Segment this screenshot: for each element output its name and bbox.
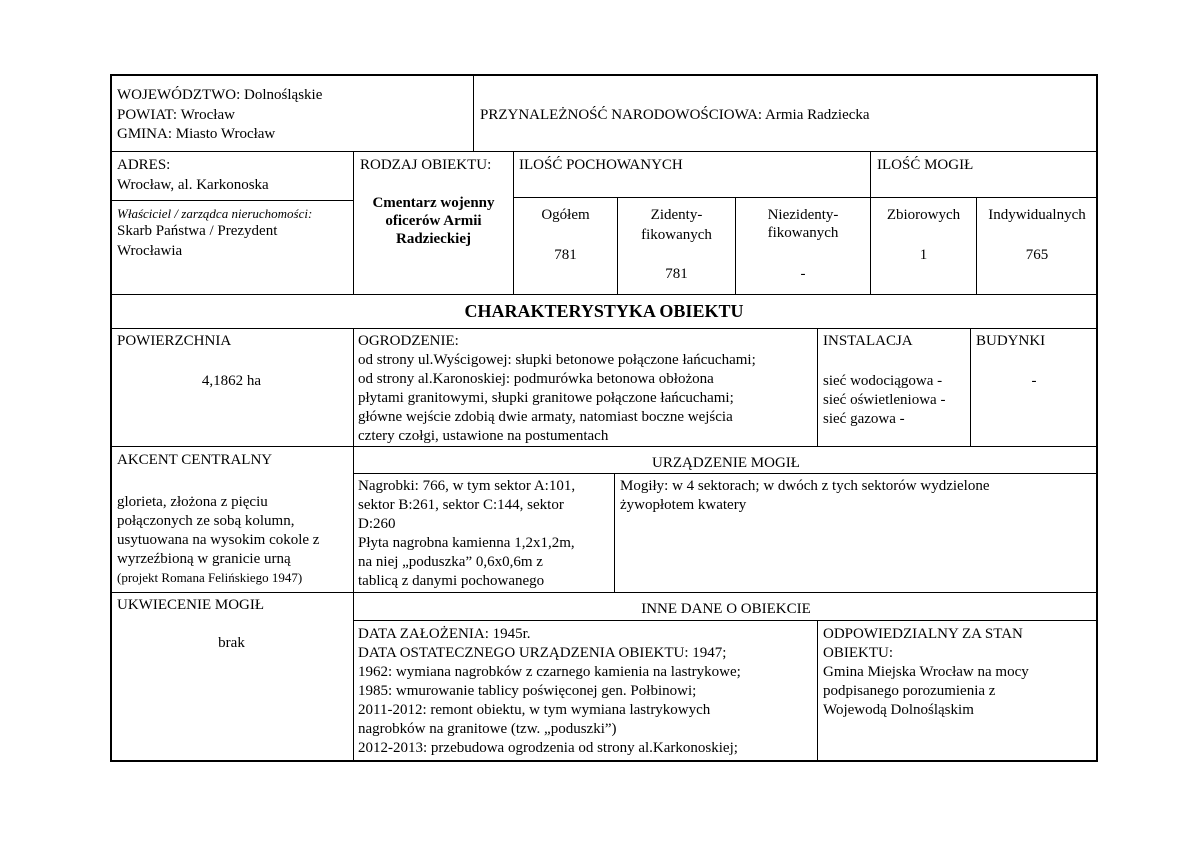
owner-label: Właściciel / zarządca nieruchomości: <box>117 206 313 221</box>
powiat-label: POWIAT: <box>117 107 178 123</box>
instalacja-line: sieć gazowa - <box>823 411 905 427</box>
akcent-label: AKCENT CENTRALNY <box>117 452 273 468</box>
akcent-line: wyrzeźbioną w granicie urną <box>117 551 291 567</box>
zbiorowych-header: Zbiorowych <box>886 207 961 223</box>
inne-dane-line: DATA OSTATECZNEGO URZĄDZENIA OBIEKTU: 1947; <box>358 645 727 661</box>
nagrobki-line: sektor B:261, sektor C:144, sektor <box>358 497 564 513</box>
divider <box>110 151 1098 152</box>
budynki-label: BUDYNKI <box>976 333 1046 349</box>
ilosc-pochowanych-label: ILOŚĆ POCHOWANYCH <box>519 157 683 173</box>
inne-dane-line: 1962: wymiana nagrobków z czarnego kamienia na lastrykowe; <box>358 664 741 680</box>
charakterystyka-title: CHARAKTERYSTYKA OBIEKTU <box>464 301 744 321</box>
powiat-line <box>117 106 235 124</box>
owner-line-2: Wrocławia <box>117 243 183 259</box>
divider <box>817 620 818 762</box>
budynki-value: - <box>1031 373 1037 389</box>
odpowiedzialny-line: ODPOWIEDZIALNY ZA STAN <box>823 626 1023 642</box>
divider <box>353 620 1098 621</box>
rodzaj-line: Radzieckiej <box>396 231 471 247</box>
mogily-line: żywopłotem kwatery <box>620 497 747 513</box>
nagrobki-line: D:260 <box>358 516 396 532</box>
powierzchnia-value: 4,1862 ha <box>201 373 262 389</box>
powierzchnia-label: POWIERZCHNIA <box>117 333 232 349</box>
divider <box>110 592 1098 593</box>
divider <box>513 197 1098 198</box>
niezidentyfikowanych-header-line: fikowanych <box>767 225 839 241</box>
instalacja-line: sieć oświetleniowa - <box>823 392 946 408</box>
adres-value: Wrocław, al. Karkonoska <box>117 177 269 193</box>
ogrodzenie-line: od strony ul.Wyścigowej: słupki betonowe połączone łańcuchami; <box>358 352 756 368</box>
przynaleznosc-value: Armia Radziecka <box>765 107 870 123</box>
ogrodzenie-line: cztery czołgi, ustawione na postumentach <box>358 428 609 444</box>
inne-dane-title: INNE DANE O OBIEKCIE <box>641 601 811 617</box>
ukwiecenie-value: brak <box>218 635 245 651</box>
nagrobki-line: Nagrobki: 766, w tym sektor A:101, <box>358 478 576 494</box>
rodzaj-line: oficerów Armii <box>385 213 482 229</box>
indywidualnych-value: 765 <box>1025 247 1049 263</box>
niezidentyfikowanych-header <box>736 206 870 242</box>
gmina-value: Miasto Wrocław <box>175 126 276 142</box>
urzadzenie-title: URZĄDZENIE MOGIŁ <box>652 455 800 471</box>
inne-dane-line: DATA ZAŁOŻENIA: 1945r. <box>358 626 531 642</box>
odpowiedzialny-line: OBIEKTU: <box>823 645 893 661</box>
powiat-value: Wrocław <box>180 107 235 123</box>
inne-dane-line: 1985: wmurowanie tablicy poświęconej gen. Połbinowi; <box>358 683 697 699</box>
divider <box>110 294 1098 295</box>
wojewodztwo-line <box>117 86 322 104</box>
divider <box>353 473 1098 474</box>
zidentyfikowanych-header <box>618 206 735 244</box>
inne-dane-line: 2012-2013: przebudowa ogrodzenia od strony al.Karkonoskiej; <box>358 740 738 756</box>
owner-line-1: Skarb Państwa / Prezydent <box>117 223 278 239</box>
niezidentyfikowanych-header-line: Niezidenty- <box>767 207 839 223</box>
nagrobki-line: Płyta nagrobna kamienna 1,2x1,2m, <box>358 535 575 551</box>
wojewodztwo-label: WOJEWÓDZTWO: <box>117 87 241 103</box>
adres-label: ADRES: <box>117 157 171 173</box>
ogrodzenie-label: OGRODZENIE: <box>358 333 459 349</box>
instalacja-line: sieć wodociągowa - <box>823 373 943 389</box>
nagrobki-line: tablicą z danymi pochowanego <box>358 573 545 589</box>
odpowiedzialny-line: Gmina Miejska Wrocław na mocy <box>823 664 1029 680</box>
divider <box>353 328 354 762</box>
zidentyfikowanych-header-line: fikowanych <box>641 227 712 243</box>
ogolem-value: 781 <box>554 247 577 263</box>
przynaleznosc-label: PRZYNALEŻNOŚĆ NARODOWOŚCIOWA: <box>480 107 763 123</box>
divider <box>110 446 1098 447</box>
niezidentyfikowanych-value: - <box>800 266 806 282</box>
ogrodzenie-line: główne wejście zdobią dwie armaty, natomiast boczne wejścia <box>358 409 733 425</box>
wojewodztwo-value: Dolnośląskie <box>244 87 323 103</box>
zidentyfikowanych-value: 781 <box>665 266 688 282</box>
nagrobki-line: na niej „poduszka” 0,6x0,6m z <box>358 554 543 570</box>
odpowiedzialny-line: podpisanego porozumienia z <box>823 683 996 699</box>
zidentyfikowanych-header-line: Zidenty- <box>650 207 703 223</box>
akcent-line: glorieta, złożona z pięciu <box>117 494 268 510</box>
divider <box>473 74 474 152</box>
divider <box>110 200 354 201</box>
mogily-line: Mogiły: w 4 sektorach; w dwóch z tych sektorów wydzielone <box>620 478 990 494</box>
ilosc-mogil-label: ILOŚĆ MOGIŁ <box>877 157 974 173</box>
ogolem-header: Ogółem <box>541 207 590 223</box>
przynaleznosc-line <box>480 106 870 124</box>
nagrobki-block <box>358 477 610 590</box>
inne-dane-line: 2011-2012: remont obiektu, w tym wymiana lastrykowych <box>358 702 711 718</box>
divider <box>817 328 818 447</box>
divider <box>110 328 1098 329</box>
rodzaj-label: RODZAJ OBIEKTU: <box>360 157 492 173</box>
odpowiedzialny-line: Wojewodą Dolnośląskim <box>823 702 974 718</box>
ukwiecenie-label: UKWIECENIE MOGIŁ <box>117 597 265 613</box>
akcent-note: (projekt Romana Felińskiego 1947) <box>117 570 303 585</box>
rodzaj-line: Cmentarz wojenny <box>372 195 495 211</box>
inne-dane-line: nagrobków na granitowe (tzw. „poduszki”) <box>358 721 617 737</box>
zbiorowych-value: 1 <box>919 247 928 263</box>
gmina-label: GMINA: <box>117 126 172 142</box>
akcent-line: usytuowana na wysokim cokole z <box>117 532 320 548</box>
ogrodzenie-line: płytami granitowymi, słupki granitowe połączone łańcuchami; <box>358 390 734 406</box>
rodzaj-value <box>354 194 513 248</box>
indywidualnych-header: Indywidualnych <box>988 207 1086 223</box>
instalacja-label: INSTALACJA <box>823 333 913 349</box>
gmina-line <box>117 125 275 143</box>
divider <box>614 473 615 593</box>
ogrodzenie-line: od strony al.Karonoskiej: podmurówka betonowa obłożona <box>358 371 714 387</box>
akcent-line: połączonych ze sobą kolumn, <box>117 513 295 529</box>
